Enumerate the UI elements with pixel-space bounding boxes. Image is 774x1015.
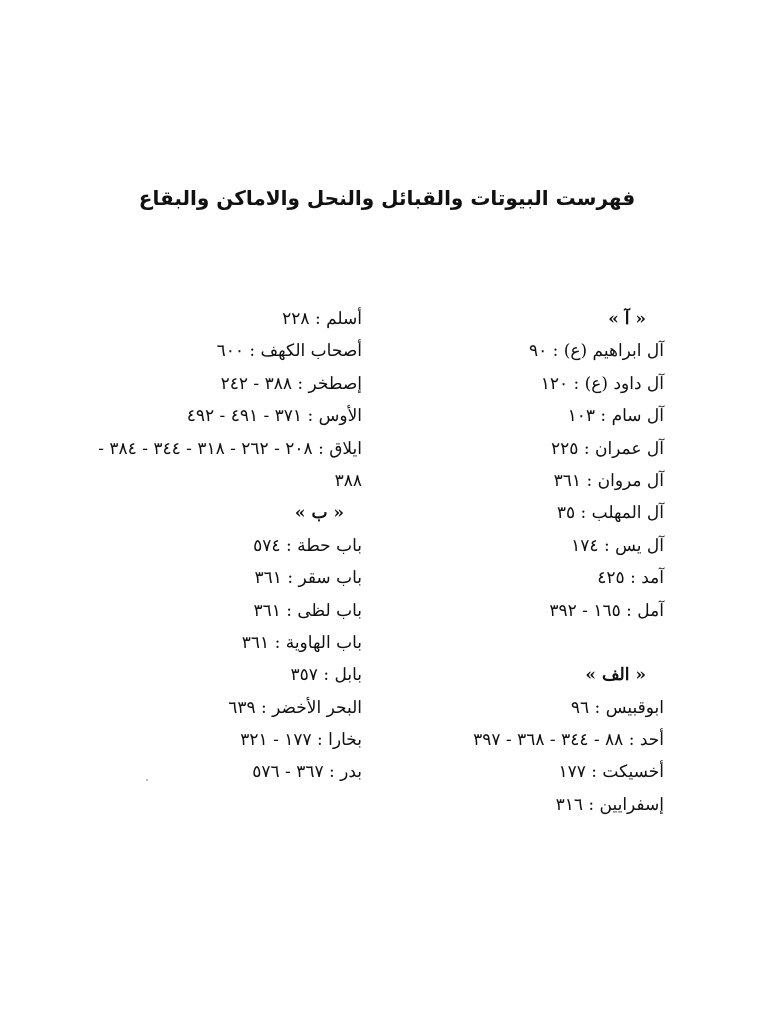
section-heading-ba: « ب » (294, 503, 344, 524)
index-entry: باب لظى : ٣٦١ (253, 600, 362, 621)
index-entry: أحد : ٨٨ - ٣٤٤ - ٣٦٨ - ٣٩٧ (473, 730, 664, 751)
index-entry: أصحاب الكهف : ٦٠٠ (216, 341, 362, 362)
index-entry: آل مروان : ٣٦١ (553, 470, 664, 491)
index-entry: باب الهاوية : ٣٦١ (241, 632, 362, 653)
index-column-right (414, 303, 664, 821)
index-entry: الأوس : ٣٧١ - ٤٩١ - ٤٩٢ (186, 406, 362, 427)
index-column-left (62, 303, 362, 789)
index-entry: ابوقبيس : ٩٦ (570, 697, 664, 718)
index-entry: ايلاق : ٢٠٨ - ٢٦٢ - ٣١٨ - ٣٤٤ - ٣٨٤ - (98, 438, 362, 459)
index-entry: آل عمران : ٢٢٥ (551, 438, 664, 459)
index-entry: بخارا : ١٧٧ - ٣٢١ (240, 730, 362, 751)
index-entry: باب سقر : ٣٦١ (254, 568, 362, 589)
index-entry: باب حطة : ٥٧٤ (253, 535, 362, 556)
section-spacer (414, 627, 664, 659)
index-entry: آل ابراهيم (ع) : ٩٠ (528, 341, 664, 362)
index-entry: إصطخر : ٣٨٨ - ٢٤٢ (220, 373, 362, 394)
index-entry: بابل : ٣٥٧ (290, 665, 362, 686)
index-entry: آل داود (ع) : ١٢٠ (540, 373, 664, 394)
index-entry: البحر الأخضر : ٦٣٩ (228, 697, 362, 718)
index-entry: بدر : ٣٦٧ - ٥٧٦ (252, 762, 362, 783)
index-entry: أسلم : ٢٢٨ (282, 309, 362, 329)
index-entry-continuation: ٣٨٨ (334, 470, 362, 491)
scan-speck (146, 779, 148, 781)
index-entry: آمل : ١٦٥ - ٣٩٢ (549, 600, 664, 621)
index-entry: آمد : ٤٢٥ (597, 568, 664, 589)
page-title: فهرست البيوتات والقبائل والنحل والاماكن والبقاع (138, 186, 636, 210)
index-entry: آل يس : ١٧٤ (571, 535, 664, 556)
index-entry: إسفرايين : ٣١٦ (555, 794, 664, 815)
index-entry: آل سام : ١٠٣ (567, 406, 664, 427)
index-entry: آل المهلب : ٣٥ (556, 503, 664, 524)
section-heading-alif: « الف » (585, 665, 646, 686)
section-heading-alif-madda: « آ » (608, 309, 646, 329)
index-entry: أخسيكت : ١٧٧ (558, 762, 664, 783)
